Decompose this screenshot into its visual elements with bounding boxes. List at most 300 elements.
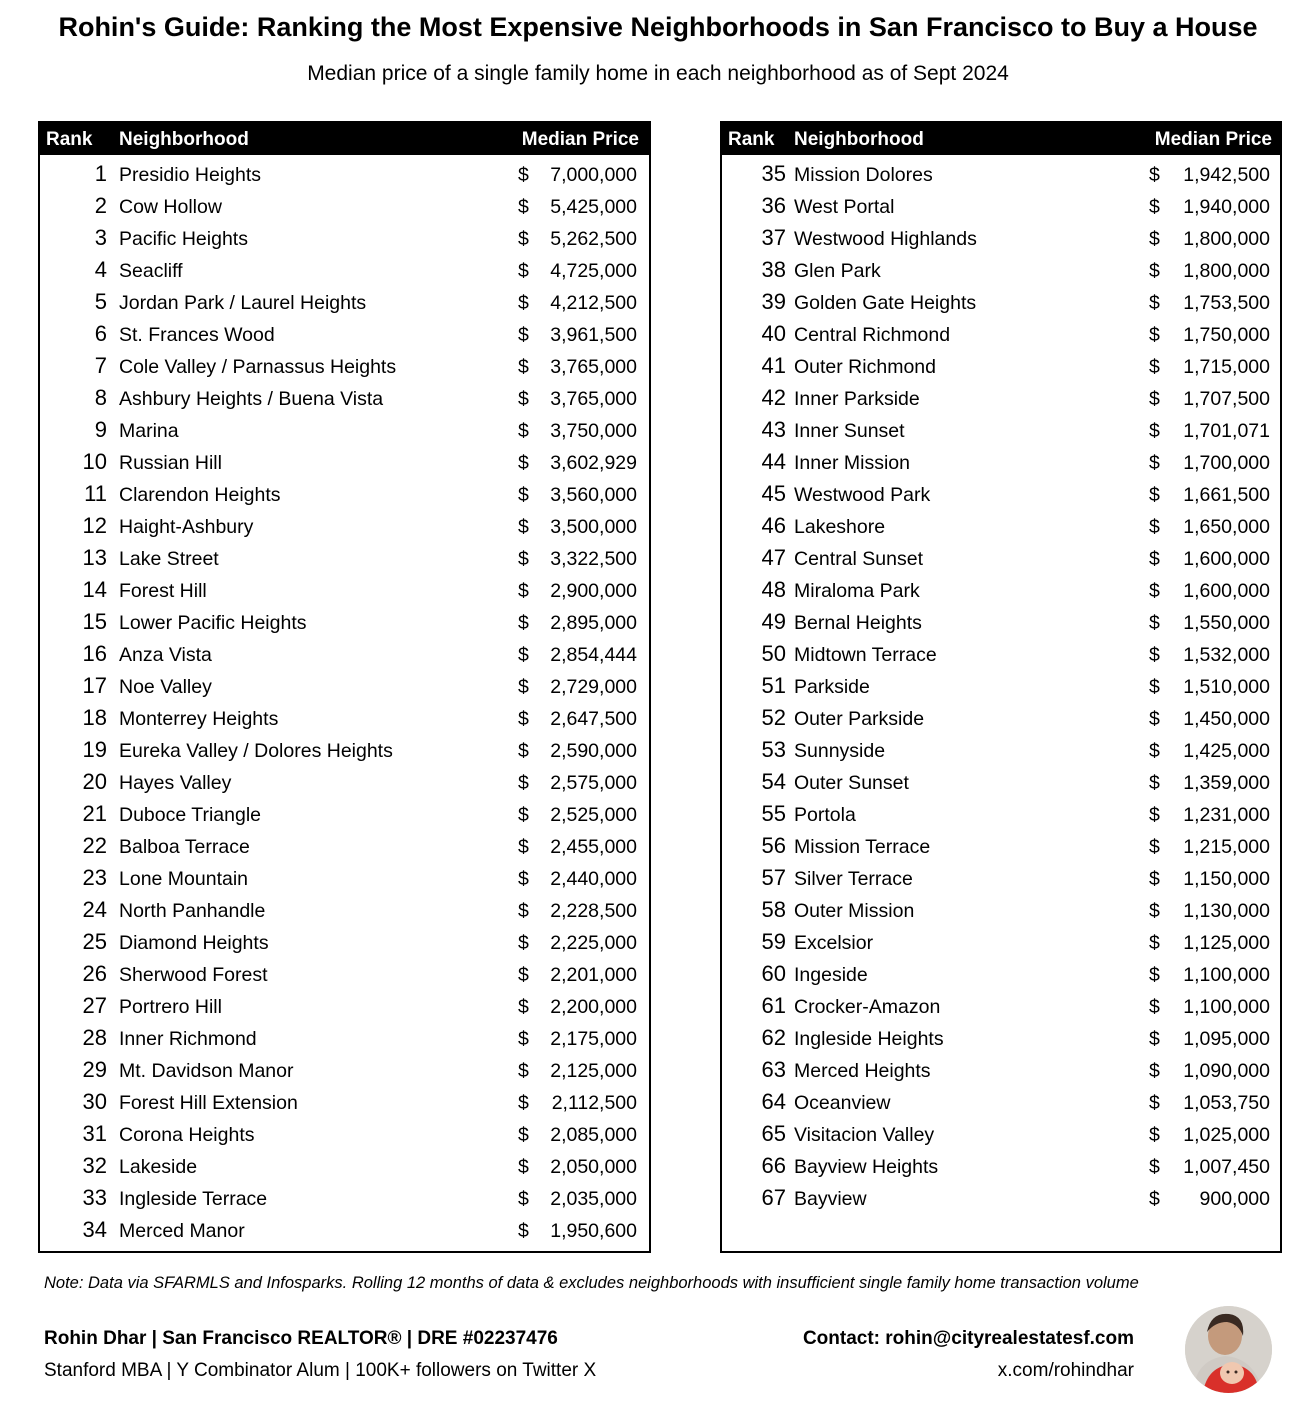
row-neighborhood: Portrero Hill — [119, 996, 222, 1018]
row-rank: 67 — [761, 1185, 786, 1210]
table-body — [40, 155, 649, 1248]
row-currency-symbol: $ — [518, 292, 529, 314]
row-neighborhood: Presidio Heights — [119, 164, 261, 186]
table-row — [722, 1024, 1280, 1056]
row-rank: 62 — [761, 1025, 786, 1050]
row-neighborhood: Seacliff — [119, 260, 183, 282]
row-currency-symbol: $ — [518, 196, 529, 218]
row-rank: 11 — [84, 481, 107, 506]
row-median-price: 1,800,000 — [1183, 228, 1270, 250]
row-median-price: 1,950,600 — [550, 1220, 637, 1242]
row-median-price: 1,053,750 — [1183, 1092, 1270, 1114]
row-median-price: 1,359,000 — [1183, 772, 1270, 794]
row-currency-symbol: $ — [518, 1028, 529, 1050]
table-row — [722, 1152, 1280, 1184]
row-rank: 48 — [761, 577, 786, 602]
row-median-price: 2,085,000 — [550, 1124, 637, 1146]
row-neighborhood: Crocker-Amazon — [794, 996, 941, 1018]
row-median-price: 3,500,000 — [550, 516, 637, 538]
row-median-price: 1,532,000 — [1183, 644, 1270, 666]
row-median-price: 2,112,500 — [551, 1092, 637, 1114]
row-median-price: 2,455,000 — [550, 836, 637, 858]
table-row — [722, 672, 1280, 704]
row-neighborhood: Pacific Heights — [119, 228, 248, 250]
row-currency-symbol: $ — [518, 420, 529, 442]
row-currency-symbol: $ — [518, 1220, 529, 1242]
table-row — [40, 800, 649, 832]
row-median-price: 5,425,000 — [550, 196, 637, 218]
x-handle-link[interactable]: x.com/rohindhar — [997, 1360, 1134, 1381]
row-neighborhood: Outer Parkside — [794, 708, 925, 730]
row-neighborhood: Lakeside — [119, 1156, 198, 1178]
row-currency-symbol: $ — [518, 1092, 529, 1114]
table-row — [722, 448, 1280, 480]
row-currency-symbol: $ — [1149, 292, 1160, 314]
table-row — [40, 224, 649, 256]
row-rank: 32 — [82, 1153, 107, 1178]
row-median-price: 3,765,000 — [550, 356, 637, 378]
table-row — [40, 1152, 649, 1184]
row-rank: 49 — [761, 609, 786, 634]
table-row — [40, 544, 649, 576]
row-median-price: 4,212,500 — [550, 292, 637, 314]
row-rank: 38 — [761, 257, 786, 282]
table-row — [40, 992, 649, 1024]
row-median-price: 4,725,000 — [550, 260, 637, 282]
row-neighborhood: Cole Valley / Parnassus Heights — [119, 356, 397, 378]
row-median-price: 1,231,000 — [1183, 804, 1270, 826]
row-neighborhood: Haight-Ashbury — [119, 516, 254, 538]
row-median-price: 3,750,000 — [550, 420, 637, 442]
table-row — [40, 480, 649, 512]
row-currency-symbol: $ — [518, 356, 529, 378]
row-currency-symbol: $ — [518, 772, 529, 794]
row-currency-symbol: $ — [518, 644, 529, 666]
table-row — [722, 896, 1280, 928]
row-neighborhood: Forest Hill Extension — [119, 1092, 298, 1114]
row-neighborhood: West Portal — [794, 196, 895, 218]
row-currency-symbol: $ — [518, 260, 529, 282]
row-rank: 27 — [82, 993, 107, 1018]
row-median-price: 5,262,500 — [550, 228, 637, 250]
row-currency-symbol: $ — [1149, 260, 1160, 282]
row-rank: 22 — [82, 833, 107, 858]
row-neighborhood: Clarendon Heights — [119, 484, 281, 506]
table-row — [722, 1184, 1280, 1216]
row-rank: 13 — [82, 545, 107, 570]
row-neighborhood: Mission Terrace — [794, 836, 931, 858]
row-currency-symbol: $ — [1149, 868, 1160, 890]
row-currency-symbol: $ — [518, 164, 529, 186]
row-median-price: 1,715,000 — [1183, 356, 1270, 378]
table-row — [40, 640, 649, 672]
row-neighborhood: Outer Mission — [794, 900, 915, 922]
row-currency-symbol: $ — [518, 836, 529, 858]
row-currency-symbol: $ — [1149, 1060, 1160, 1082]
row-rank: 30 — [82, 1089, 107, 1114]
row-rank: 29 — [82, 1057, 107, 1082]
row-neighborhood: Oceanview — [794, 1092, 891, 1114]
avatar — [1185, 1306, 1272, 1393]
data-source-note: Note: Data via SFARMLS and Infosparks. Rolling 12 months of data & excludes neighborhoods with insufficient single family home transaction volume — [44, 1274, 1139, 1292]
row-currency-symbol: $ — [1149, 228, 1160, 250]
row-currency-symbol: $ — [518, 868, 529, 890]
table-row — [40, 864, 649, 896]
row-neighborhood: Bayview Heights — [794, 1156, 939, 1178]
row-neighborhood: Ingeside — [794, 964, 868, 986]
row-rank: 35 — [761, 161, 786, 186]
header-neighborhood: Neighborhood — [119, 129, 249, 150]
contact-email: Contact: rohin@cityrealestatesf.com — [802, 1328, 1134, 1349]
row-neighborhood: Lone Mountain — [119, 868, 249, 890]
row-neighborhood: Central Sunset — [794, 548, 923, 570]
row-currency-symbol: $ — [1149, 324, 1160, 346]
table-row — [722, 352, 1280, 384]
row-currency-symbol: $ — [1149, 804, 1160, 826]
row-currency-symbol: $ — [518, 708, 529, 730]
row-rank: 20 — [82, 769, 107, 794]
row-median-price: 3,961,500 — [550, 324, 637, 346]
row-median-price: 2,900,000 — [550, 580, 637, 602]
row-currency-symbol: $ — [1149, 836, 1160, 858]
table-row — [722, 768, 1280, 800]
row-currency-symbol: $ — [1149, 644, 1160, 666]
row-neighborhood: Sherwood Forest — [119, 964, 268, 986]
table-row — [40, 192, 649, 224]
row-neighborhood: Excelsior — [794, 932, 874, 954]
row-neighborhood: Forest Hill — [119, 580, 207, 602]
row-median-price: 1,550,000 — [1183, 612, 1270, 634]
row-neighborhood: Inner Richmond — [119, 1028, 257, 1050]
row-currency-symbol: $ — [518, 964, 529, 986]
row-rank: 50 — [761, 641, 786, 666]
row-median-price: 1,095,000 — [1183, 1028, 1270, 1050]
header-median-price: Median Price — [521, 129, 639, 150]
row-neighborhood: Corona Heights — [119, 1124, 255, 1146]
row-median-price: 2,525,000 — [550, 804, 637, 826]
author-name-line: Rohin Dhar | San Francisco REALTOR® | DRE #02237476 — [44, 1328, 558, 1349]
page-subtitle: Median price of a single family home in each neighborhood as of Sept 2024 — [307, 62, 1009, 85]
row-rank: 40 — [761, 321, 786, 346]
table-header — [722, 123, 1280, 155]
page-title: Rohin's Guide: Ranking the Most Expensive Neighborhoods in San Francisco to Buy a House — [58, 12, 1258, 42]
row-median-price: 2,125,000 — [550, 1060, 637, 1082]
header-rank: Rank — [46, 129, 93, 150]
row-median-price: 1,650,000 — [1183, 516, 1270, 538]
row-median-price: 2,647,500 — [550, 708, 637, 730]
table-row — [40, 1056, 649, 1088]
row-median-price: 7,000,000 — [550, 164, 637, 186]
row-neighborhood: Eureka Valley / Dolores Heights — [119, 740, 393, 762]
row-neighborhood: Merced Manor — [119, 1220, 245, 1242]
row-rank: 24 — [82, 897, 107, 922]
row-neighborhood: Balboa Terrace — [119, 836, 250, 858]
row-rank: 16 — [82, 641, 107, 666]
row-neighborhood: Silver Terrace — [794, 868, 913, 890]
row-median-price: 2,575,000 — [550, 772, 637, 794]
row-median-price: 1,007,450 — [1183, 1156, 1270, 1178]
row-currency-symbol: $ — [518, 932, 529, 954]
row-median-price: 2,895,000 — [550, 612, 637, 634]
row-currency-symbol: $ — [518, 580, 529, 602]
row-neighborhood: Outer Sunset — [794, 772, 909, 794]
row-currency-symbol: $ — [1149, 1124, 1160, 1146]
row-rank: 66 — [761, 1153, 786, 1178]
row-currency-symbol: $ — [1149, 932, 1160, 954]
row-neighborhood: Lake Street — [119, 548, 219, 570]
table-row — [722, 736, 1280, 768]
table-row — [40, 160, 649, 192]
table-row — [40, 832, 649, 864]
row-median-price: 1,090,000 — [1183, 1060, 1270, 1082]
row-rank: 57 — [761, 865, 786, 890]
row-currency-symbol: $ — [518, 804, 529, 826]
row-median-price: 1,942,500 — [1183, 164, 1270, 186]
row-neighborhood: Ingleside Heights — [794, 1028, 944, 1050]
table-row — [722, 320, 1280, 352]
row-median-price: 1,425,000 — [1183, 740, 1270, 762]
row-median-price: 2,200,000 — [550, 996, 637, 1018]
table-row — [722, 160, 1280, 192]
row-median-price: 1,661,500 — [1183, 484, 1270, 506]
row-median-price: 1,700,000 — [1183, 452, 1270, 474]
row-currency-symbol: $ — [518, 516, 529, 538]
row-currency-symbol: $ — [518, 1124, 529, 1146]
author-credentials: Stanford MBA | Y Combinator Alum | 100K+ followers on Twitter X — [44, 1360, 597, 1381]
row-rank: 8 — [94, 385, 107, 410]
table-row — [40, 672, 649, 704]
header-median-price: Median Price — [1154, 129, 1272, 150]
row-median-price: 1,450,000 — [1183, 708, 1270, 730]
row-rank: 12 — [82, 513, 107, 538]
row-rank: 55 — [761, 801, 786, 826]
row-median-price: 2,201,000 — [550, 964, 637, 986]
table-row — [722, 544, 1280, 576]
row-neighborhood: Duboce Triangle — [119, 804, 262, 826]
row-rank: 59 — [761, 929, 786, 954]
row-rank: 33 — [82, 1185, 107, 1210]
row-currency-symbol: $ — [1149, 1092, 1160, 1114]
row-currency-symbol: $ — [1149, 1188, 1160, 1210]
row-rank: 53 — [761, 737, 786, 762]
table-row — [40, 736, 649, 768]
row-median-price: 2,590,000 — [550, 740, 637, 762]
table-row — [722, 512, 1280, 544]
row-neighborhood: Ingleside Terrace — [119, 1188, 268, 1210]
row-neighborhood: Outer Richmond — [794, 356, 936, 378]
row-currency-symbol: $ — [1149, 356, 1160, 378]
row-currency-symbol: $ — [518, 612, 529, 634]
row-rank: 34 — [82, 1217, 107, 1242]
table-row — [722, 832, 1280, 864]
row-rank: 10 — [82, 449, 107, 474]
row-rank: 15 — [82, 609, 107, 634]
row-neighborhood: Merced Heights — [794, 1060, 931, 1082]
row-rank: 31 — [82, 1121, 107, 1146]
row-currency-symbol: $ — [1149, 452, 1160, 474]
row-currency-symbol: $ — [518, 1060, 529, 1082]
row-rank: 64 — [761, 1089, 786, 1114]
row-currency-symbol: $ — [1149, 772, 1160, 794]
table-row — [40, 576, 649, 608]
row-rank: 41 — [761, 353, 786, 378]
row-rank: 54 — [761, 769, 786, 794]
row-currency-symbol: $ — [518, 900, 529, 922]
row-rank: 28 — [82, 1025, 107, 1050]
row-neighborhood: Lakeshore — [794, 516, 886, 538]
row-currency-symbol: $ — [518, 324, 529, 346]
table-row — [722, 288, 1280, 320]
table-row — [40, 1120, 649, 1152]
row-currency-symbol: $ — [1149, 388, 1160, 410]
row-currency-symbol: $ — [1149, 676, 1160, 698]
table-row — [722, 256, 1280, 288]
table-row — [722, 416, 1280, 448]
table-row — [40, 960, 649, 992]
row-neighborhood: Midtown Terrace — [794, 644, 937, 666]
row-currency-symbol: $ — [518, 1156, 529, 1178]
row-median-price: 2,175,000 — [550, 1028, 637, 1050]
table-row — [40, 352, 649, 384]
row-currency-symbol: $ — [1149, 1028, 1160, 1050]
row-rank: 7 — [94, 353, 107, 378]
row-neighborhood: Westwood Highlands — [794, 228, 977, 250]
table-row — [722, 384, 1280, 416]
row-neighborhood: Golden Gate Heights — [794, 292, 977, 314]
row-rank: 51 — [761, 673, 786, 698]
row-neighborhood: Inner Parkside — [794, 388, 920, 410]
row-rank: 26 — [82, 961, 107, 986]
row-currency-symbol: $ — [1149, 484, 1160, 506]
row-rank: 47 — [761, 545, 786, 570]
row-neighborhood: Central Richmond — [794, 324, 951, 346]
table-row — [40, 928, 649, 960]
table-row — [40, 896, 649, 928]
row-currency-symbol: $ — [1149, 996, 1160, 1018]
table-row — [40, 704, 649, 736]
row-currency-symbol: $ — [1149, 196, 1160, 218]
table-row — [722, 960, 1280, 992]
row-currency-symbol: $ — [1149, 580, 1160, 602]
table-row — [40, 416, 649, 448]
row-neighborhood: Mt. Davidson Manor — [119, 1060, 294, 1082]
row-neighborhood: St. Frances Wood — [119, 324, 275, 346]
row-rank: 36 — [761, 193, 786, 218]
row-neighborhood: Hayes Valley — [119, 772, 232, 794]
row-rank: 3 — [94, 225, 107, 250]
row-median-price: 3,322,500 — [550, 548, 637, 570]
table-row — [40, 1088, 649, 1120]
row-currency-symbol: $ — [1149, 708, 1160, 730]
row-currency-symbol: $ — [518, 548, 529, 570]
row-median-price: 1,130,000 — [1183, 900, 1270, 922]
row-rank: 6 — [94, 321, 107, 346]
row-currency-symbol: $ — [1149, 420, 1160, 442]
row-median-price: 1,940,000 — [1183, 196, 1270, 218]
row-currency-symbol: $ — [1149, 1156, 1160, 1178]
row-rank: 45 — [761, 481, 786, 506]
row-rank: 43 — [761, 417, 786, 442]
row-rank: 63 — [761, 1057, 786, 1082]
row-neighborhood: Inner Mission — [794, 452, 910, 474]
profile-photo-icon — [1185, 1306, 1272, 1393]
table-row — [40, 288, 649, 320]
table-row — [40, 768, 649, 800]
table-row — [722, 1088, 1280, 1120]
table-row — [722, 1120, 1280, 1152]
row-median-price: 1,600,000 — [1183, 580, 1270, 602]
table-row — [722, 704, 1280, 736]
table-row — [722, 480, 1280, 512]
row-currency-symbol: $ — [518, 484, 529, 506]
row-rank: 61 — [761, 993, 786, 1018]
table-row — [40, 512, 649, 544]
header-neighborhood: Neighborhood — [794, 129, 924, 150]
row-currency-symbol: $ — [1149, 964, 1160, 986]
row-rank: 56 — [761, 833, 786, 858]
row-rank: 44 — [761, 449, 786, 474]
table-row — [40, 1184, 649, 1216]
table-row — [40, 448, 649, 480]
row-currency-symbol: $ — [1149, 900, 1160, 922]
row-rank: 37 — [761, 225, 786, 250]
table-row — [40, 1216, 649, 1248]
row-rank: 5 — [94, 289, 107, 314]
row-rank: 9 — [94, 417, 107, 442]
row-rank: 1 — [94, 161, 107, 186]
row-rank: 23 — [82, 865, 107, 890]
row-neighborhood: Noe Valley — [119, 676, 212, 698]
row-neighborhood: Cow Hollow — [119, 196, 222, 218]
row-rank: 60 — [761, 961, 786, 986]
row-rank: 65 — [761, 1121, 786, 1146]
table-row — [722, 800, 1280, 832]
row-rank: 46 — [761, 513, 786, 538]
row-neighborhood: Ashbury Heights / Buena Vista — [119, 388, 384, 410]
row-median-price: 2,440,000 — [550, 868, 637, 890]
row-neighborhood: Inner Sunset — [794, 420, 905, 442]
row-median-price: 1,800,000 — [1183, 260, 1270, 282]
row-neighborhood: Marina — [119, 420, 179, 442]
row-rank: 58 — [761, 897, 786, 922]
row-currency-symbol: $ — [518, 740, 529, 762]
row-median-price: 2,228,500 — [550, 900, 637, 922]
header-rank: Rank — [728, 129, 775, 150]
row-neighborhood: Parkside — [794, 676, 870, 698]
row-median-price: 2,035,000 — [550, 1188, 637, 1210]
row-neighborhood: Westwood Park — [794, 484, 931, 506]
row-rank: 21 — [82, 801, 107, 826]
row-currency-symbol: $ — [1149, 612, 1160, 634]
table-row — [722, 992, 1280, 1024]
row-median-price: 1,707,500 — [1183, 388, 1270, 410]
row-rank: 25 — [82, 929, 107, 954]
row-neighborhood: Portola — [794, 804, 856, 826]
row-neighborhood: Diamond Heights — [119, 932, 269, 954]
row-currency-symbol: $ — [1149, 516, 1160, 538]
row-median-price: 1,100,000 — [1183, 964, 1270, 986]
row-rank: 18 — [82, 705, 107, 730]
row-rank: 17 — [82, 673, 107, 698]
row-neighborhood: Jordan Park / Laurel Heights — [119, 292, 367, 314]
ranking-table-right — [720, 121, 1282, 1253]
table-row — [722, 224, 1280, 256]
row-median-price: 2,854,444 — [550, 644, 637, 666]
row-neighborhood: North Panhandle — [119, 900, 266, 922]
row-rank: 4 — [94, 257, 107, 282]
row-currency-symbol: $ — [518, 388, 529, 410]
row-median-price: 1,125,000 — [1183, 932, 1270, 954]
